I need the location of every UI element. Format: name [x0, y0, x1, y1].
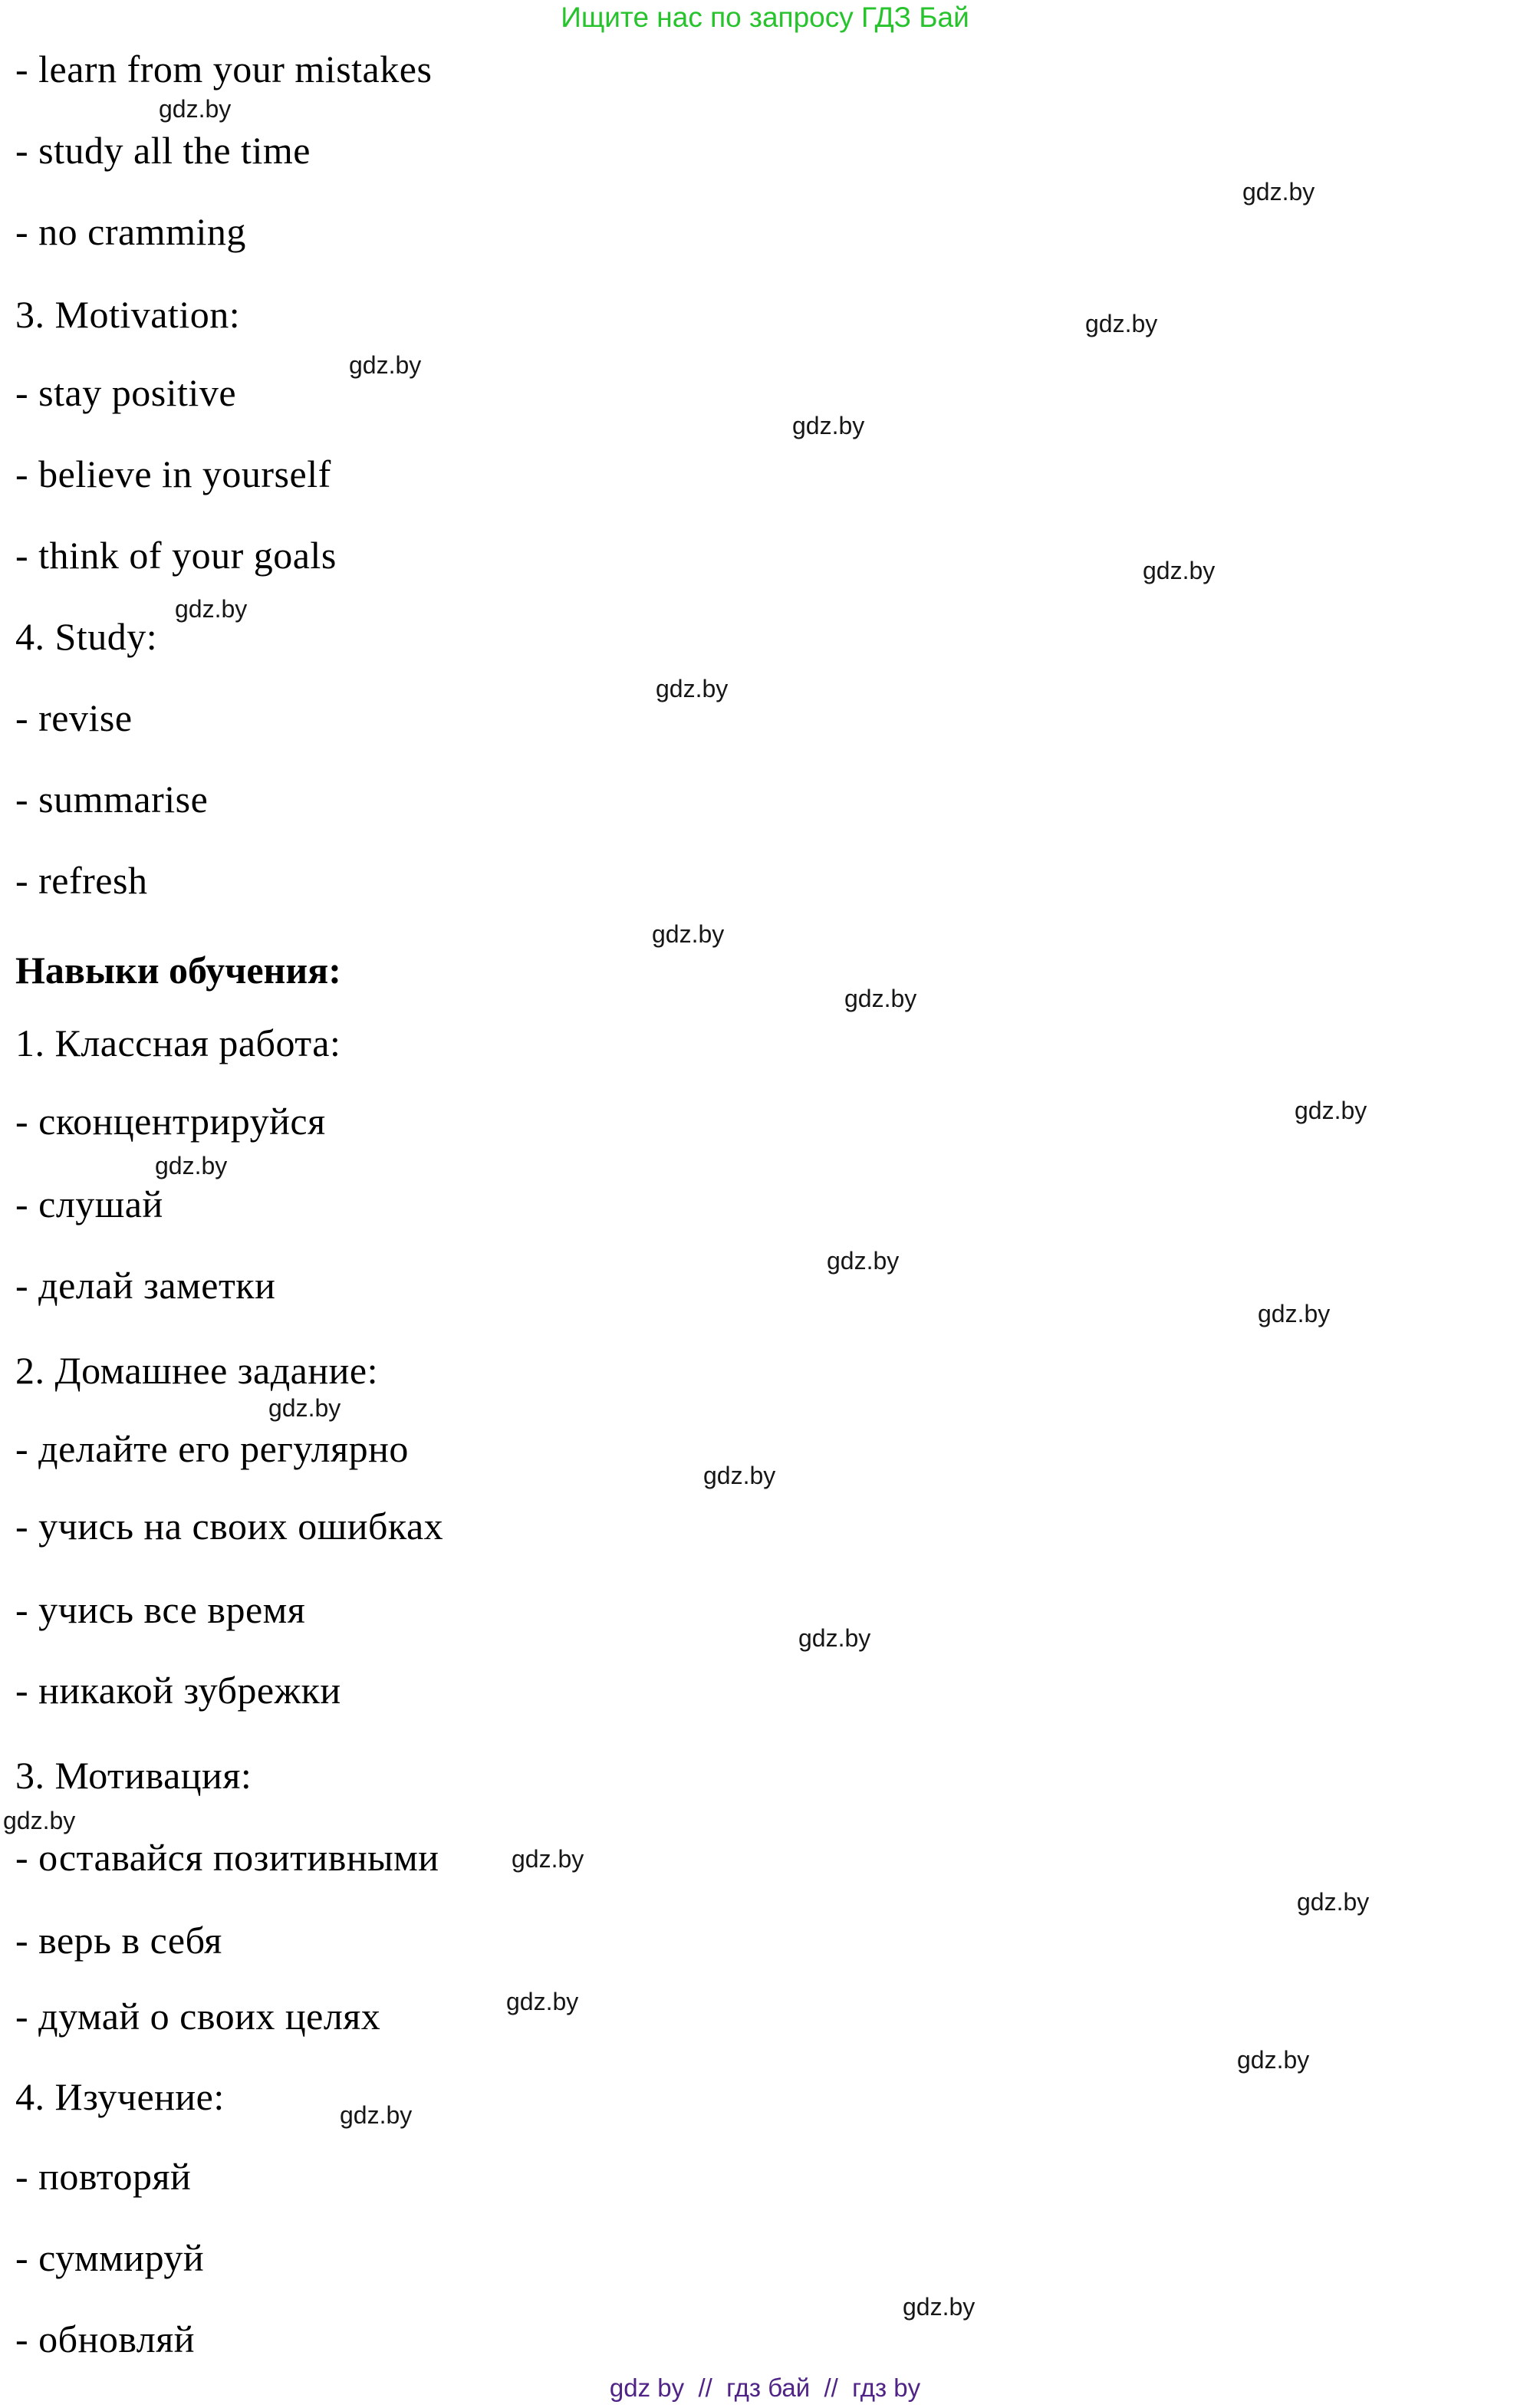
text-line: - сконцентрируйся: [15, 1100, 326, 1143]
gdzby-watermark: gdz.by: [506, 1988, 579, 2015]
text-line: 4. Study:: [15, 615, 158, 658]
text-line: - думай о своих целях: [15, 1995, 381, 2038]
promo-banner-text: Ищите нас по запросу ГДЗ Бай: [561, 2, 969, 33]
gdzby-watermark: gdz.by: [340, 2101, 413, 2129]
text-line: - верь в себя: [15, 1919, 222, 1962]
text-line: - revise: [15, 696, 133, 739]
gdzby-watermark: gdz.by: [1295, 1097, 1367, 1124]
text-line: - learn from your mistakes: [15, 48, 433, 90]
gdzby-watermark: gdz.by: [3, 1807, 76, 1834]
text-line: - слушай: [15, 1183, 163, 1225]
gdzby-watermark: gdz.by: [349, 351, 422, 379]
gdzby-watermark: gdz.by: [827, 1247, 900, 1275]
gdzby-watermark: gdz.by: [1258, 1300, 1331, 1327]
gdzby-watermark: gdz.by: [798, 1624, 871, 1652]
gdzby-watermark: gdz.by: [1143, 557, 1216, 584]
gdzby-watermark: gdz.by: [1237, 2046, 1310, 2074]
text-line: - делайте его регулярно: [15, 1427, 409, 1470]
text-line: - оставайся позитивными: [15, 1836, 439, 1879]
gdzby-watermark: gdz.by: [903, 2293, 976, 2321]
gdzby-watermark: gdz.by: [175, 595, 248, 623]
gdzby-watermark: gdz.by: [1085, 310, 1158, 337]
text-line: - think of your goals: [15, 534, 337, 577]
text-line: - no cramming: [15, 210, 246, 253]
gdzby-watermark: gdz.by: [512, 1845, 584, 1873]
gdzby-watermark: gdz.by: [652, 920, 725, 948]
text-line: 2. Домашнее задание:: [15, 1349, 378, 1392]
text-line: 3. Мотивация:: [15, 1754, 252, 1797]
text-line: - stay positive: [15, 371, 237, 414]
text-line: - believe in yourself: [15, 452, 331, 495]
text-line: - учись все время: [15, 1588, 306, 1631]
gdzby-watermark: gdz.by: [656, 675, 729, 702]
text-line: - summarise: [15, 778, 209, 821]
text-line: 3. Motivation:: [15, 293, 241, 336]
text-line: - study all the time: [15, 129, 311, 172]
gdzby-watermark: gdz.by: [1297, 1888, 1370, 1916]
gdzby-watermark: gdz.by: [155, 1152, 228, 1179]
gdzby-watermark: gdz.by: [703, 1462, 776, 1489]
gdzby-watermark: gdz.by: [844, 985, 917, 1012]
text-line: - обновляй: [15, 2318, 196, 2360]
text-line: Навыки обучения:: [15, 949, 341, 992]
text-line: - повторяй: [15, 2155, 192, 2198]
text-line: - никакой зубрежки: [15, 1669, 341, 1712]
gdzby-watermark: gdz.by: [268, 1394, 341, 1422]
text-line: - refresh: [15, 859, 148, 902]
text-line: - делай заметки: [15, 1264, 276, 1307]
text-line: - суммируй: [15, 2236, 205, 2279]
gdzby-watermark: gdz.by: [1242, 178, 1315, 206]
text-line: - учись на своих ошибках: [15, 1505, 444, 1548]
gdzby-watermark: gdz.by: [159, 95, 232, 123]
gdzby-watermark: gdz.by: [792, 412, 865, 439]
footer-watermark-text: gdz by // гдз бай // гдз by: [609, 2373, 921, 2402]
text-line: 4. Изучение:: [15, 2075, 225, 2118]
text-line: 1. Классная работа:: [15, 1021, 341, 1064]
